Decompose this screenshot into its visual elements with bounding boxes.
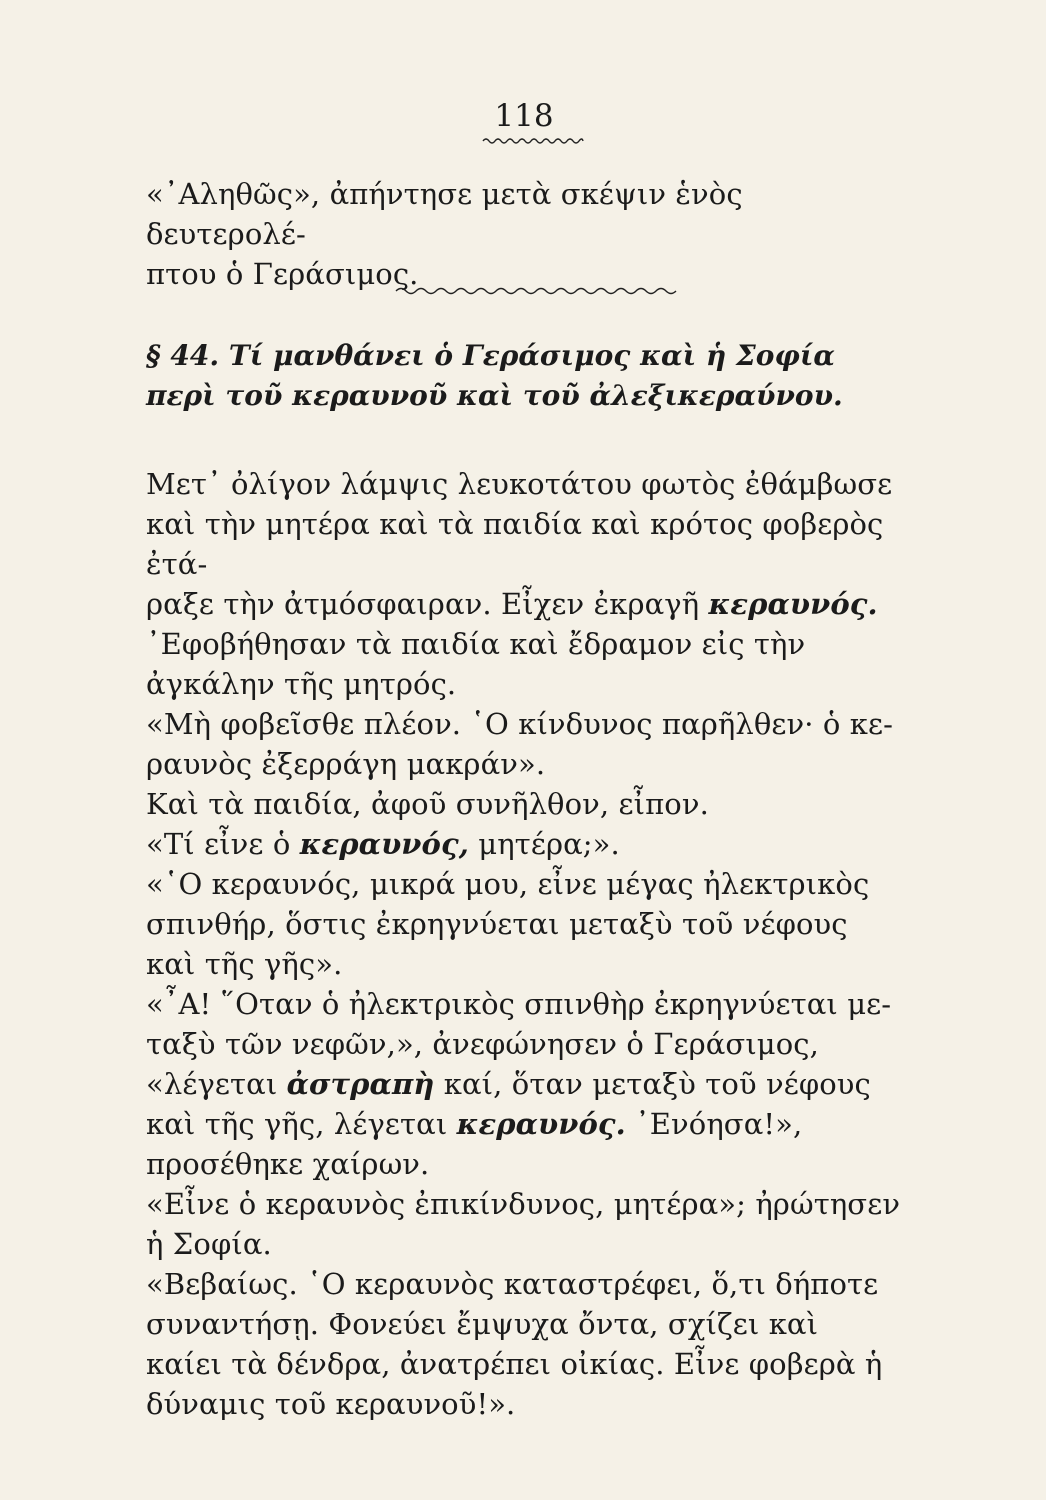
section-title-line: περὶ τοῦ κεραυνοῦ καὶ τοῦ ἀλεξικεραύνου. <box>146 379 843 412</box>
paragraph: Καὶ τὰ παιδία, ἀφοῦ συνῆλθον, εἶπον. <box>146 787 709 821</box>
paragraph-text: «῏Α! ῞Οταν ὁ ἠλεκτρικὸς σπινθὴρ ἐκρηγνύεται με- ταξὺ τῶν νεφῶν,», ἀνεφώνησεν ὁ Γεράσιμος, «λέγεται <box>146 987 892 1101</box>
intro-line: «᾿Αληθῶς», ἀπήντησε μετὰ σκέψιν ἑνὸς δευτερολέ- <box>146 177 743 251</box>
emphasized-term: κεραυνός. <box>708 587 878 621</box>
section-heading <box>146 336 902 416</box>
paragraph: «Εἶνε ὁ κεραυνὸς ἐπικίνδυνος, μητέρα»; ἠρώτησεν ἡ Σοφία. <box>146 1187 901 1261</box>
paragraph: «῾Ο κεραυνός, μικρά μου, εἶνε μέγας ἠλεκτρικὸς σπινθήρ, ὅστις ἐκρηγνύεται μεταξὺ τοῦ νέφους καὶ τῆς γῆς». <box>146 867 870 981</box>
paragraph <box>146 464 902 624</box>
paragraph-line: Μετ᾿ ὀλίγον λάμψις λευκοτάτου φωτὸς ἐθάμβωσε <box>146 467 893 501</box>
paragraph-text: καί, ὅταν μεταξὺ τοῦ νέφους καὶ τῆς γῆς, λέγεται <box>146 1067 871 1141</box>
emphasized-term: ἀστραπὴ <box>286 1067 435 1101</box>
intro-text <box>146 174 902 294</box>
paragraph <box>146 984 902 1184</box>
intro-line: πτου ὁ Γεράσιμος. <box>146 257 419 291</box>
paragraph: ᾿Εφοβήθησαν τὰ παιδία καὶ ἔδραμον εἰς τὴν ἀγκάλην τῆς μητρός. <box>146 627 806 701</box>
emphasized-term: κεραυνός, <box>299 827 469 861</box>
paragraph: «Μὴ φοβεῖσθε πλέον. ῾Ο κίνδυνος παρῆλθεν· ὁ κε- ραυνὸς ἐξερράγη μακράν». <box>146 707 894 781</box>
book-page <box>146 98 902 1478</box>
paragraph-text: «Τί εἶνε ὁ <box>146 827 300 861</box>
paragraph-text: ᾿Ενόησα!», προσέθηκε χαίρων. <box>146 1107 803 1181</box>
main-text <box>146 464 902 1424</box>
page-number-wavy-underline <box>483 136 583 146</box>
page-number: 118 <box>494 98 554 134</box>
paragraph-text: μητέρα;». <box>468 827 620 861</box>
paragraph <box>146 824 902 864</box>
section-title-line: § 44. Τί μανθάνει ὁ Γεράσιμος καὶ ἡ Σοφία <box>146 339 835 372</box>
section-separator-wavy-line <box>396 285 676 297</box>
paragraph-line: καὶ τὴν μητέρα καὶ τὰ παιδία καὶ κρότος φοβερὸς ἐτά- <box>146 507 884 581</box>
paragraph: «Βεβαίως. ῾Ο κεραυνὸς καταστρέφει, ὅ,τι δήποτε συναντήσῃ. Φονεύει ἔμψυχα ὄντα, σχίζει καὶ καίει τὰ δένδρα, ἀνατρέπει οἰκίας. Εἶνε φοβερὰ ἡ δύναμις τοῦ κεραυνοῦ!». <box>146 1267 883 1421</box>
emphasized-term: κεραυνός. <box>456 1107 626 1141</box>
paragraph-line: ραξε τὴν ἀτμόσφαιραν. Εἶχεν ἐκραγῆ <box>146 587 709 621</box>
